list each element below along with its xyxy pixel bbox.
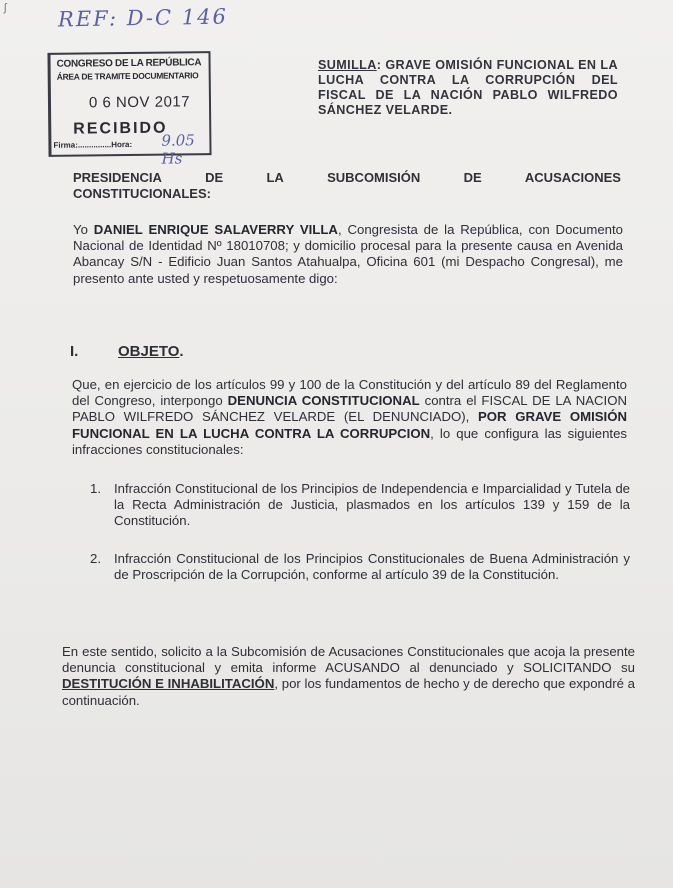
stamp-area: ÁREA DE TRAMITE DOCUMENTARIO: [56, 70, 199, 82]
list-item: [90, 481, 630, 530]
addressee-line-1: [73, 170, 621, 186]
complainant-name: DANIEL ENRIQUE SALAVERRY VILLA: [93, 222, 338, 237]
section-heading: [70, 343, 184, 360]
stamp-handwritten-time: 9.05 Hs: [161, 131, 195, 168]
final-bold: DESTITUCIÓN E INHABILITACIÓN: [62, 676, 275, 692]
stamp-institution: CONGRESO DE LA REPÚBLICA: [56, 57, 202, 70]
addressee-word: LA: [266, 170, 284, 185]
sumilla-block: [318, 58, 618, 118]
sumilla-label: SUMILLA: [318, 58, 377, 72]
que-text-2: contra el FISCAL DE LA NACION PABLO WILFREDO SÁNCHEZ VELARDE (EL DENUNCIADO),: [72, 393, 627, 425]
intro-paragraph: [73, 222, 623, 287]
list-item: [90, 551, 630, 583]
addressee-word: ACUSACIONES: [524, 170, 621, 185]
margin-mark: ʃ: [4, 2, 7, 14]
que-text-1: Que, en ejercicio de los artículos 99 y 100 de la Constitución y del artículo 89 del Reglamento del Congreso, interpongo: [72, 377, 627, 409]
final-text-1: En este sentido, solicito a la Subcomisión de Acusaciones Constitucionales que acoja la presente denuncia constitucional y emita informe ACUSANDO al denunciado y SOLICITANDO su: [62, 644, 635, 676]
list-item-text: Infracción Constitucional de los Principios Constitucionales de Buena Administración y de Proscripción de la Corrupción, conforme al artículo 39 de la Constitución.: [114, 551, 630, 583]
que-paragraph: [72, 377, 627, 458]
que-bold-2: POR GRAVE OMISIÓN FUNCIONAL EN LA LUCHA CONTRA LA CORRUPCION: [72, 409, 627, 441]
addressee-line-2: CONSTITUCIONALES:: [73, 186, 211, 201]
stamp-hora-label: Hora:: [111, 139, 133, 150]
section-dot: .: [179, 343, 184, 360]
stamp-status: RECIBIDO: [73, 119, 168, 138]
que-text-3: , lo que configura las siguientes infracciones constitucionales:: [72, 425, 627, 457]
addressee-word: PRESIDENCIA: [73, 170, 162, 185]
stamp-date: 0 6 NOV 2017: [88, 93, 191, 112]
addressee-word: DE: [463, 170, 482, 185]
handwritten-reference: REF: D-C 146: [57, 4, 229, 32]
final-text-2: , por los fundamentos de hecho y de derecho que expondré a continuación.: [62, 676, 635, 708]
list-item-number: 2.: [90, 551, 101, 566]
addressee-word: DE: [205, 170, 224, 185]
addressee: [73, 170, 621, 202]
list-item-text: Infracción Constitucional de los Principios de Independencia e Imparcialidad y Tutela de la Recta Administración de Justicia, plasmados en los artículos 139 y 159 de la Constitución.: [114, 481, 630, 529]
sumilla-text: : GRAVE OMISIÓN FUNCIONAL EN LA LUCHA CONTRA LA CORRUPCIÓN DEL FISCAL DE LA NACIÓN PABLO WILFREDO SÁNCHEZ VELARDE.: [318, 58, 618, 117]
section-number: I.: [70, 343, 79, 360]
stamp-footer: Firma:...............Hora:: [53, 139, 133, 150]
que-bold-1: DENUNCIA CONSTITUCIONAL: [227, 393, 420, 409]
final-paragraph: [62, 644, 635, 709]
reception-stamp: [47, 51, 211, 168]
list-item-number: 1.: [90, 481, 101, 496]
addressee-word: SUBCOMISIÓN: [327, 170, 421, 185]
intro-post: , Congresista de la República, con Documento Nacional de Identidad Nº 18010708; y domicilio procesal para la presente causa en Avenida Abancay S/N - Edificio Juan Santos Atahualpa, Oficina 601 (mi Despacho Congresal), me presento ante usted y respetuosamente digo:: [73, 222, 623, 286]
stamp-firma-label: Firma:: [53, 140, 78, 150]
intro-pre: Yo: [73, 222, 94, 237]
section-title: OBJETO: [118, 343, 180, 360]
